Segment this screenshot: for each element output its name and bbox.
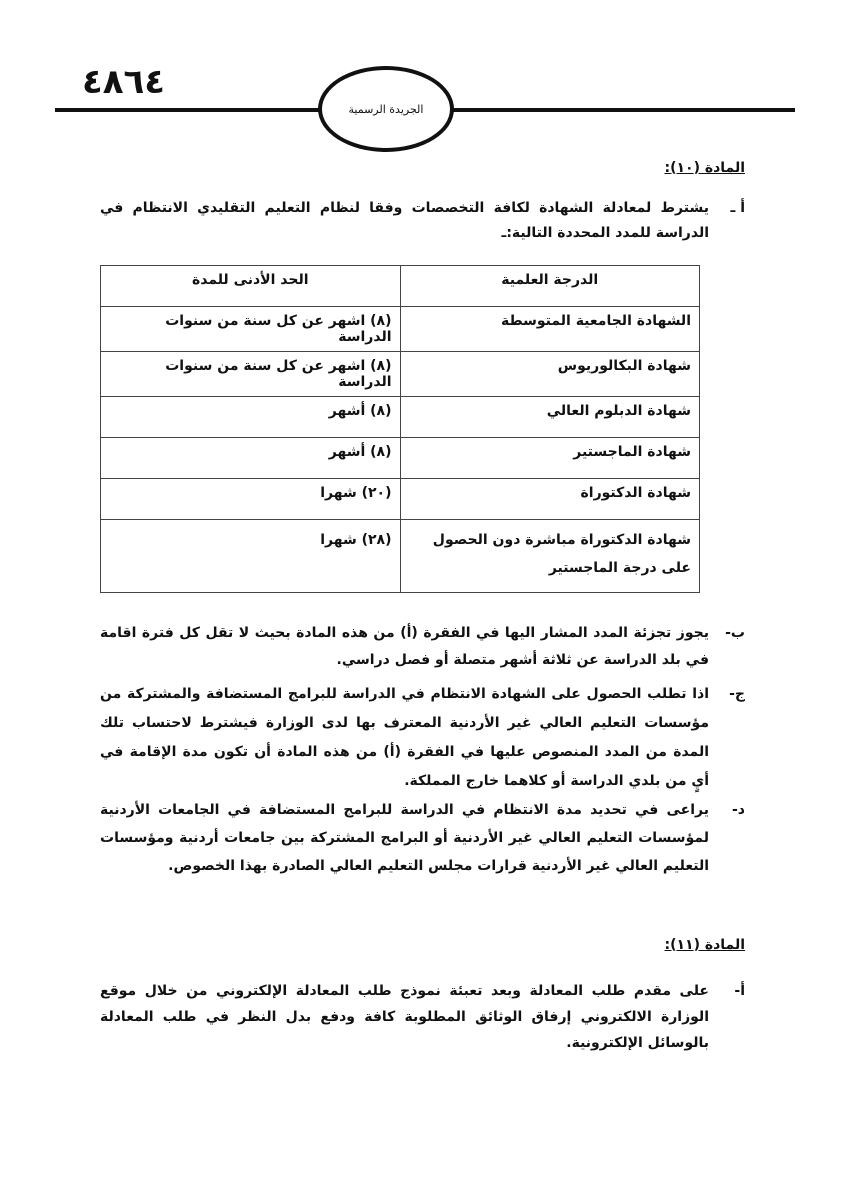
duration-cell: (٨) اشهر عن كل سنة من سنوات الدراسة — [101, 352, 401, 397]
table-row — [101, 438, 700, 479]
column-header: الحد الأدنى للمدة — [101, 266, 401, 307]
table-row — [101, 520, 700, 593]
table-header-row — [101, 266, 700, 307]
degree-cell: شهادة البكالوريوس — [400, 352, 700, 397]
duration-cell: (٨) أشهر — [101, 397, 401, 438]
duration-cell: (٨) اشهر عن كل سنة من سنوات الدراسة — [101, 307, 401, 352]
duration-cell: (٨) أشهر — [101, 438, 401, 479]
article-10-para-a: أ ـيشترط لمعادلة الشهادة لكافة التخصصات وفقا لنظام التعليم التقليدي الانتظام في الدراسة للمدد المحددة التالية:ـ — [100, 200, 745, 241]
degree-cell: شهادة الدبلوم العالي — [400, 397, 700, 438]
duration-cell: (٢٠) شهرا — [101, 479, 401, 520]
gazette-title-oval — [318, 66, 454, 152]
page-number: ٤٨٦٤ — [82, 62, 166, 102]
degree-cell: الشهادة الجامعية المتوسطة — [400, 307, 700, 352]
column-header: الدرجة العلمية — [400, 266, 700, 307]
article-10-heading: المادة (١٠): — [664, 160, 745, 176]
degree-cell: شهادة الدكتوراة مباشرة دون الحصول على درجة الماجستير — [400, 520, 700, 593]
publication-title: الجريدة الرسمية — [348, 102, 424, 116]
article-10-para-d: د-يراعى في تحديد مدة الانتظام في الدراسة للبرامج المستضافة في الجامعات الأردنية لمؤسسات التعليم العالي غير الأردنية أو البرامج المشتركة بين جامعات أردنية ومؤسسات التعليم العالي غير الأردنية قرارات مجلس التعليم العالي الصادرة بهذا الخصوص. — [100, 802, 745, 874]
table-row — [101, 397, 700, 438]
article-11-para-a: أ-على مقدم طلب المعادلة وبعد تعبئة نموذج طلب المعادلة الإلكتروني من خلال موقع الوزارة الالكتروني إرفاق الوثائق المطلوبة كافة ودفع بدل النظر في طلب المعادلة بالوسائل الإلكترونية. — [100, 983, 745, 1051]
table-row — [101, 307, 700, 352]
duration-table — [100, 265, 700, 593]
degree-cell: شهادة الدكتوراة — [400, 479, 700, 520]
table-row — [101, 352, 700, 397]
article-10-para-b: ب-يجوز تجزئة المدد المشار اليها في الفقرة (أ) من هذه المادة بحيث لا تقل كل فترة اقامة في بلد الدراسة عن ثلاثة أشهر متصلة أو فصل دراسي. — [100, 625, 745, 668]
article-10-para-c: ج-اذا تطلب الحصول على الشهادة الانتظام في الدراسة للبرامج المستضافة والمشتركة من مؤسسات التعليم العالي غير الأردنية المعترف بها لدى الوزارة فيشترط لاحتساب تلك المدة من المدد المنصوص عليها في الفقرة (أ) من هذه المادة أن تكون مدة الإقامة في أيٍ من بلدي الدراسة أو كلاهما خارج المملكة. — [100, 686, 745, 789]
duration-cell: (٢٨) شهرا — [101, 520, 401, 593]
article-11-heading: المادة (١١): — [664, 937, 745, 953]
degree-cell: شهادة الماجستير — [400, 438, 700, 479]
table-row — [101, 479, 700, 520]
